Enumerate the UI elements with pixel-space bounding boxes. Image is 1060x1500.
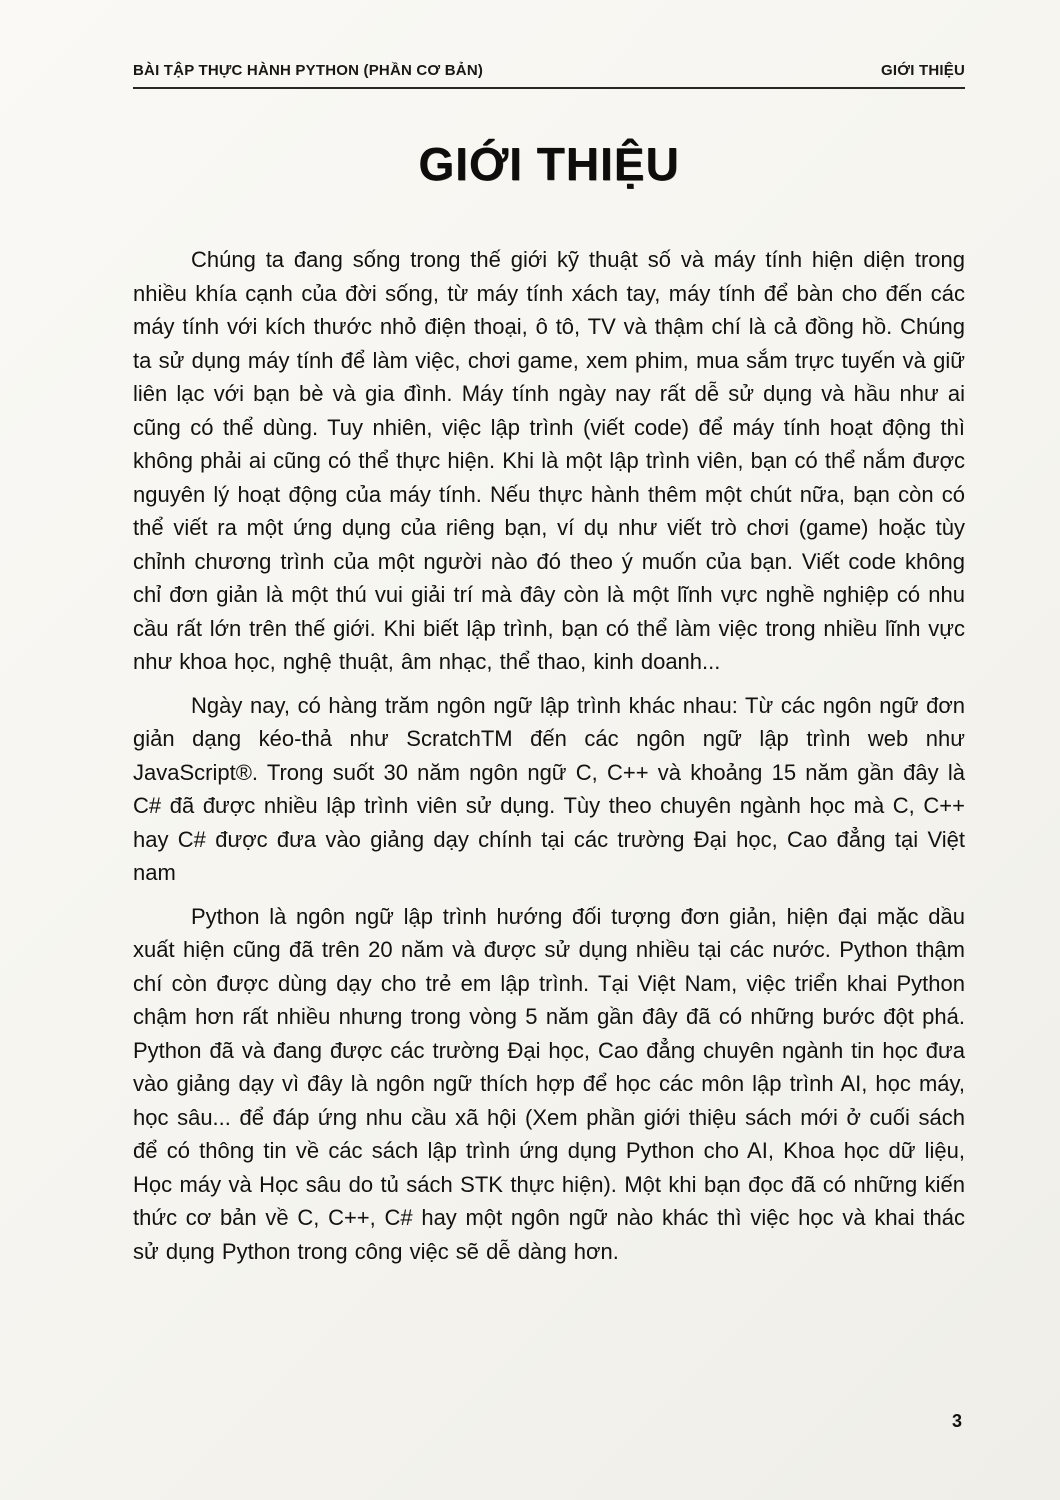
header-rule bbox=[133, 87, 965, 89]
page-title: GIỚI THIỆU bbox=[418, 138, 680, 190]
paragraph-1: Chúng ta đang sống trong thế giới kỹ thuật số và máy tính hiện diện trong nhiều khía cạnh của đời sống, từ máy tính xách tay, máy tính để bàn cho đến các máy tính với kích thước nhỏ điện thoại, ô tô, TV và thậm chí là cả đồng hồ. Chúng ta sử dụng máy tính để làm việc, chơi game, xem phim, mua sắm trực tuyến và giữ liên lạc với bạn bè và gia đình. Máy tính ngày nay rất dễ sử dụng và hầu như ai cũng có thể dùng. Tuy nhiên, việc lập trình (viết code) để máy tính hoạt động thì không phải ai cũng có thể thực hiện. Khi là một lập trình viên, bạn có thể nắm được nguyên lý hoạt động của máy tính. Nếu thực hành thêm một chút nữa, bạn còn có thể viết ra một ứng dụng của riêng bạn, ví dụ như viết trò chơi (game) hoặc tùy chỉnh chương trình của một người nào đó theo ý muốn của bạn. Viết code không chỉ đơn giản là một thú vui giải trí mà đây còn là một lĩnh vực nghề nghiệp có nhu cầu rất lớn trên thế giới. Khi biết lập trình, bạn có thể làm việc trong nhiều lĩnh vực như khoa học, nghệ thuật, âm nhạc, thể thao, kinh doanh... bbox=[133, 247, 965, 674]
running-header-right: GIỚI THIỆU bbox=[881, 62, 965, 79]
page-number: 3 bbox=[951, 1411, 962, 1431]
running-header-left: BÀI TẬP THỰC HÀNH PYTHON (PHẦN CƠ BẢN) bbox=[133, 62, 484, 79]
paragraph-3: Python là ngôn ngữ lập trình hướng đối tượng đơn giản, hiện đại mặc dầu xuất hiện cũng đã trên 20 năm và được sử dụng nhiều tại các nước. Python thậm chí còn được dùng dạy cho trẻ em lập trình. Tại Việt Nam, việc triển khai Python chậm hơn rất nhiều nhưng trong vòng 5 năm gần đây đã có những bước đột phá. Python đã và đang được các trường Đại học, Cao đẳng chuyên ngành tin học đưa vào giảng dạy vì đây là ngôn ngữ thích hợp để học các môn lập trình AI, học máy, học sâu... để đáp ứng nhu cầu xã hội (Xem phần giới thiệu sách mới ở cuối sách để có thông tin về các sách lập trình ứng dụng Python cho AI, Khoa học dữ liệu, Học máy và Học sâu do tủ sách STK thực hiện). Một khi bạn đọc đã có những kiến thức cơ bản về C, C++, C# hay một ngôn ngữ nào khác thì việc học và khai thác sử dụng Python trong công việc sẽ dễ dàng hơn. bbox=[133, 903, 965, 1264]
body-text bbox=[133, 243, 965, 1268]
paragraph-2: Ngày nay, có hàng trăm ngôn ngữ lập trình khác nhau: Từ các ngôn ngữ đơn giản dạng kéo-thả như ScratchTM đến các ngôn ngữ lập trình web như JavaScript®. Trong suốt 30 năm ngôn ngữ C, C++ và khoảng 15 năm gần đây là C# đã được nhiều lập trình viên sử dụng. Tùy theo chuyên ngành học mà C, C++ hay C# được đưa vào giảng dạy chính tại các trường Đại học, Cao đẳng tại Việt nam bbox=[133, 692, 965, 885]
page-content bbox=[133, 62, 965, 1278]
running-header bbox=[133, 62, 965, 87]
